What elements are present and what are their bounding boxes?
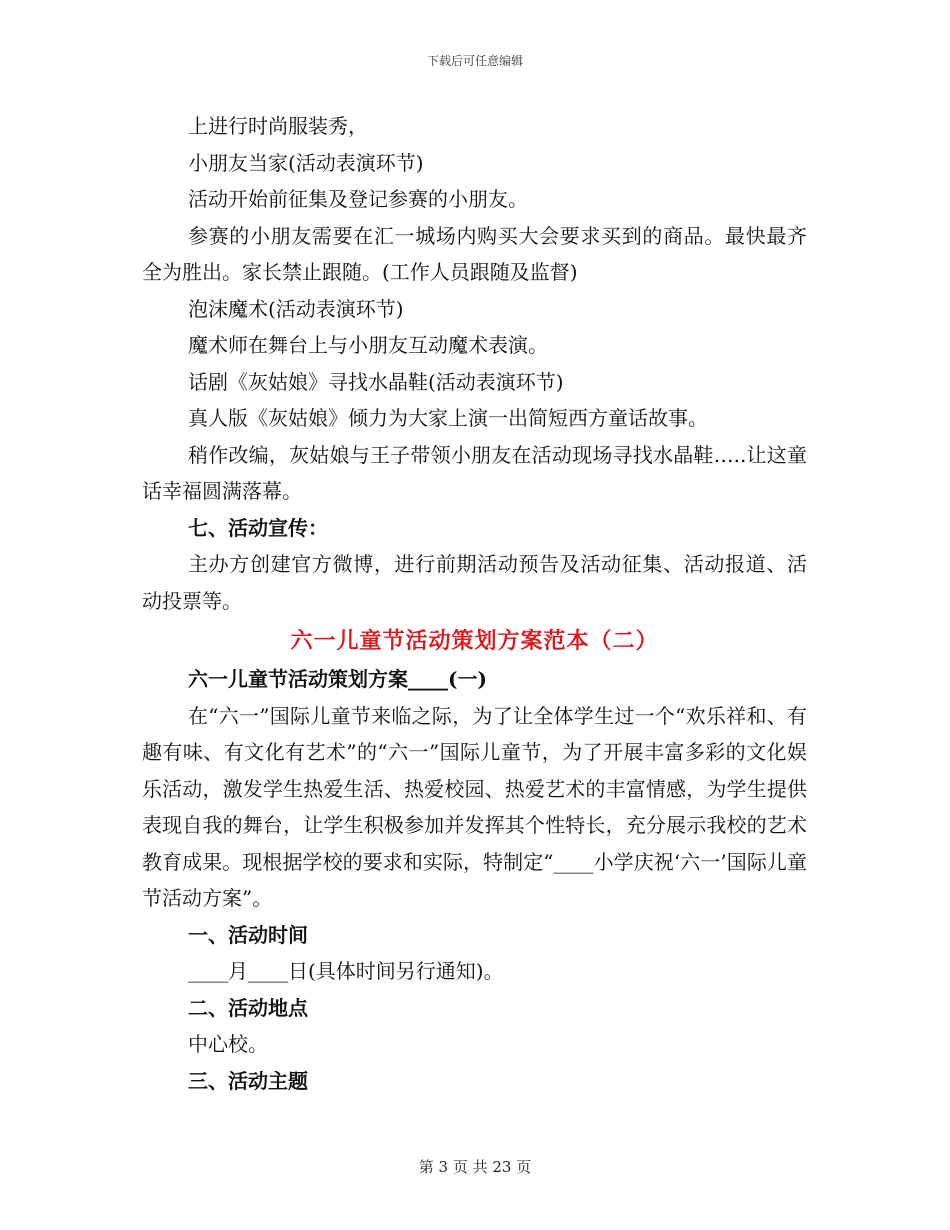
document-body [142,108,807,1099]
section-heading: 二、活动地点 [188,995,308,1020]
paragraph-promotion: 主办方创建官方微博，进行前期活动预告及活动征集、活动报道、活动投票等。 [142,552,807,613]
text-line: 上进行时尚服装秀， [188,114,368,138]
section-heading: 一、活动时间 [188,922,308,947]
text-line: 泡沫魔术(活动表演环节) [188,296,404,321]
section-heading: 三、活动主题 [188,1068,308,1093]
text-line: 话剧《灰姑娘》寻找水晶鞋(活动表演环节) [188,369,564,394]
text-line: 魔术师在舞台上与小朋友互动魔术表演。 [188,333,548,357]
text-line: 小朋友当家(活动表演环节) [188,150,424,175]
paragraph-shopping: 参赛的小朋友需要在汇一城场内购买大会要求买到的商品。最快最齐全为胜出。家长禁止跟随。(工作人员跟随及监督) [142,223,807,284]
page-header: 下载后可任意编辑 [426,54,523,68]
paragraph-intro: 在“六一”国际儿童节来临之际，为了让全体学生过一个“欢乐祥和、有趣有味、有文化有艺术”的“六一”国际儿童节，为了开展丰富多彩的文化娱乐活动，激发学生热爱生活、热爱校园、热爱艺术的丰富情感，为学生提供表现自我的舞台，让学生积极参加并发挥其个性特长，充分展示我校的艺术教育成果。现根据学校的要求和实际，特制定“____小学庆祝‘六一’国际儿童节活动方案”。 [142,703,807,910]
paragraph-cinderella: 稍作改编，灰姑娘与王子带领小朋友在活动现场寻找水晶鞋…..让这童话幸福圆满落幕。 [142,442,807,503]
section-text: ____月____日(具体时间另行通知)。 [188,959,504,983]
sub-heading: 六一儿童节活动策划方案____(一) [188,667,487,691]
page-footer: 第 3 页 共 23 页 [418,1158,532,1176]
section-heading: 七、活动宣传： [188,515,328,540]
document-title: 六一儿童节活动策划方案范本（二） [290,628,659,654]
text-line: 真人版《灰姑娘》倾力为大家上演一出简短西方童话故事。 [188,406,708,430]
text-line: 活动开始前征集及登记参赛的小朋友。 [188,187,528,211]
section-text: 中心校。 [188,1032,268,1056]
